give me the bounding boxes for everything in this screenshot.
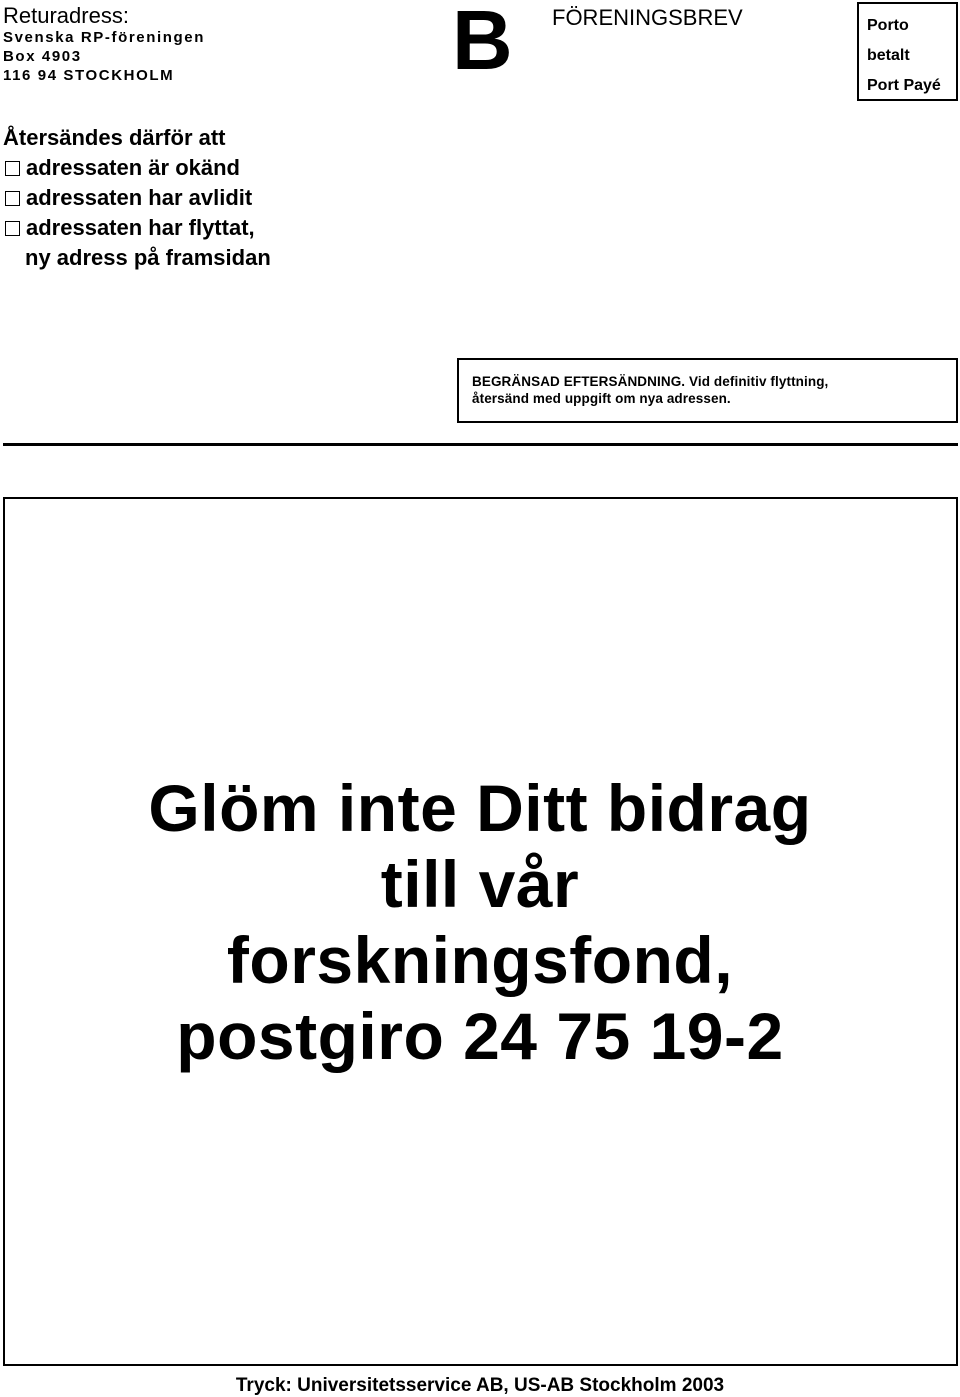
forwarding-notice-box [457,358,958,423]
reason-continuation: ny adress på framsidan [25,245,271,270]
print-credit-footer: Tryck: Universitetsservice AB, US-AB Stockholm 2003 [235,1375,725,1396]
message-line: till vår [380,847,580,921]
message-line: Glöm inte Ditt bidrag [148,771,812,845]
reason-option-moved [3,213,271,243]
return-reasons-heading: Återsändes därför att [3,125,226,150]
return-reasons-section [3,123,271,273]
reason-label: adressaten har flyttat, [26,215,255,240]
reason-label: adressaten är okänd [26,155,240,180]
postage-paid-box [857,2,958,101]
reason-option-deceased [3,183,271,213]
donation-message [0,770,960,1074]
postage-line: betalt [867,47,910,64]
message-line: postgiro 24 75 19-2 [176,999,784,1073]
return-address-block [3,4,205,85]
reason-option-unknown [3,153,271,183]
checkbox-icon[interactable] [5,221,20,236]
reason-label: adressaten har avlidit [26,185,253,210]
mail-type-label: FÖRENINGSBREV [552,5,743,30]
message-line: forskningsfond, [226,923,734,997]
checkbox-icon[interactable] [5,161,20,176]
mail-class-letter: B [452,0,513,87]
forwarding-notice-line: återsänd med uppgift om nya adressen. [472,391,731,406]
checkbox-icon[interactable] [5,191,20,206]
postage-line: Port Payé [867,77,941,94]
postage-line: Porto [867,17,909,34]
return-address-line: Svenska RP-föreningen [3,29,205,46]
return-address-line: 116 94 STOCKHOLM [3,67,175,84]
horizontal-divider [3,443,958,446]
forwarding-notice-line: BEGRÄNSAD EFTERSÄNDNING. Vid definitiv flyttning, [472,374,829,389]
return-address-title: Returadress: [3,3,129,28]
return-address-line: Box 4903 [3,48,82,65]
